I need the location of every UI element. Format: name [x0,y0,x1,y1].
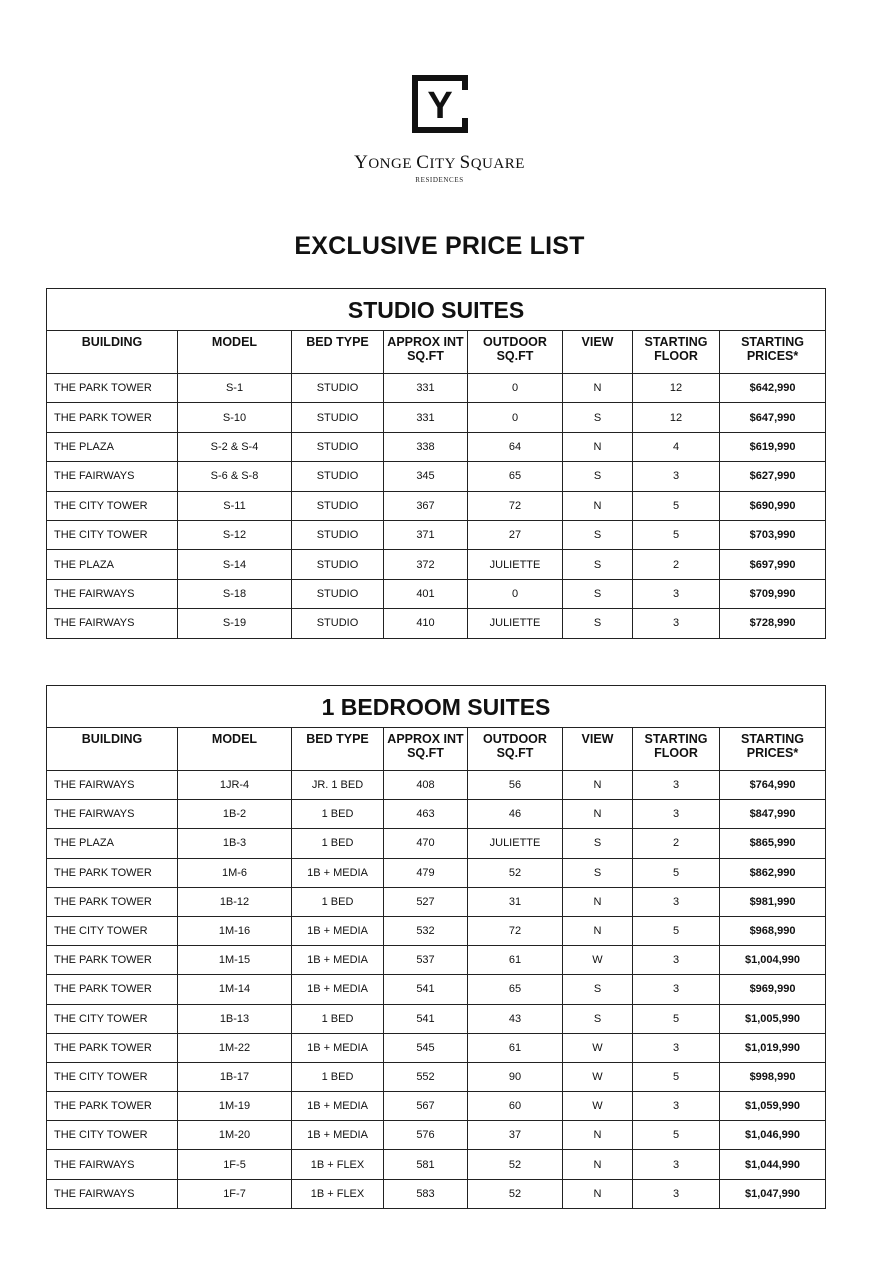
cell-outdoor-sqft: 31 [468,887,563,916]
brand-header [0,72,879,184]
cell-view: N [563,800,633,829]
column-header-starting-price: STARTING PRICES* [720,728,826,771]
cell-starting-price: $619,990 [720,432,826,461]
cell-approx-int-sqft: 331 [384,374,468,403]
cell-view: S [563,609,633,638]
column-header-bed-type: BED TYPE [292,331,384,374]
cell-model: 1B-12 [178,887,292,916]
column-header-approx-int-sqft: APPROX INT SQ.FT [384,728,468,771]
cell-approx-int-sqft: 532 [384,916,468,945]
cell-bed-type: 1B + MEDIA [292,1092,384,1121]
brand-subtitle: RESIDENCES [415,176,464,184]
table-row [47,916,826,945]
cell-view: N [563,887,633,916]
cell-approx-int-sqft: 583 [384,1179,468,1208]
cell-starting-floor: 5 [633,520,720,549]
cell-view: W [563,946,633,975]
column-header-starting-floor: STARTING FLOOR [633,331,720,374]
cell-model: 1M-22 [178,1033,292,1062]
cell-bed-type: JR. 1 BED [292,771,384,800]
cell-starting-price: $1,046,990 [720,1121,826,1150]
cell-building: THE FAIRWAYS [47,462,178,491]
cell-building: THE PARK TOWER [47,887,178,916]
table-row [47,771,826,800]
cell-model: 1B-13 [178,1004,292,1033]
cell-model: S-12 [178,520,292,549]
cell-approx-int-sqft: 408 [384,771,468,800]
cell-starting-price: $1,005,990 [720,1004,826,1033]
cell-view: S [563,975,633,1004]
column-header-starting-floor: STARTING FLOOR [633,728,720,771]
table-row [47,829,826,858]
cell-bed-type: STUDIO [292,609,384,638]
cell-starting-price: $728,990 [720,609,826,638]
cell-starting-floor: 3 [633,771,720,800]
cell-starting-price: $998,990 [720,1062,826,1091]
cell-outdoor-sqft: 52 [468,1179,563,1208]
cell-bed-type: STUDIO [292,462,384,491]
cell-starting-price: $1,004,990 [720,946,826,975]
cell-model: S-18 [178,579,292,608]
cell-starting-floor: 3 [633,462,720,491]
cell-view: S [563,520,633,549]
cell-outdoor-sqft: 65 [468,462,563,491]
table-row [47,432,826,461]
cell-outdoor-sqft: 37 [468,1121,563,1150]
cell-view: W [563,1092,633,1121]
cell-building: THE CITY TOWER [47,916,178,945]
cell-bed-type: 1B + MEDIA [292,946,384,975]
cell-model: 1M-19 [178,1092,292,1121]
cell-building: THE FAIRWAYS [47,579,178,608]
cell-approx-int-sqft: 372 [384,550,468,579]
column-header-approx-int-sqft: APPROX INT SQ.FT [384,331,468,374]
cell-building: THE FAIRWAYS [47,800,178,829]
cell-starting-floor: 3 [633,579,720,608]
cell-outdoor-sqft: 72 [468,491,563,520]
cell-approx-int-sqft: 463 [384,800,468,829]
cell-approx-int-sqft: 541 [384,975,468,1004]
cell-approx-int-sqft: 371 [384,520,468,549]
cell-starting-floor: 5 [633,1004,720,1033]
table-row [47,800,826,829]
column-header-view: VIEW [563,728,633,771]
table-row [47,858,826,887]
cell-approx-int-sqft: 331 [384,403,468,432]
cell-model: S-6 & S-8 [178,462,292,491]
cell-view: S [563,462,633,491]
column-header-row [47,331,826,374]
table-row [47,491,826,520]
cell-building: THE PARK TOWER [47,858,178,887]
cell-starting-floor: 3 [633,946,720,975]
cell-starting-floor: 3 [633,975,720,1004]
cell-view: W [563,1062,633,1091]
cell-bed-type: 1B + MEDIA [292,1033,384,1062]
cell-bed-type: 1 BED [292,829,384,858]
cell-view: S [563,1004,633,1033]
cell-bed-type: 1B + FLEX [292,1179,384,1208]
cell-model: S-14 [178,550,292,579]
cell-outdoor-sqft: 60 [468,1092,563,1121]
column-header-view: VIEW [563,331,633,374]
column-header-starting-price: STARTING PRICES* [720,331,826,374]
cell-approx-int-sqft: 479 [384,858,468,887]
column-header-row [47,728,826,771]
table-row [47,374,826,403]
column-header-outdoor-sqft: OUTDOOR SQ.FT [468,331,563,374]
cell-bed-type: STUDIO [292,491,384,520]
cell-outdoor-sqft: JULIETTE [468,609,563,638]
table-row [47,609,826,638]
cell-outdoor-sqft: 56 [468,771,563,800]
table-row [47,1150,826,1179]
cell-outdoor-sqft: 65 [468,975,563,1004]
studio-suites-table [46,288,826,639]
cell-starting-price: $1,059,990 [720,1092,826,1121]
table-row [47,1121,826,1150]
cell-building: THE PARK TOWER [47,975,178,1004]
cell-starting-price: $968,990 [720,916,826,945]
cell-starting-floor: 3 [633,1092,720,1121]
cell-bed-type: 1 BED [292,887,384,916]
cell-starting-floor: 5 [633,858,720,887]
cell-building: THE CITY TOWER [47,491,178,520]
page-title: EXCLUSIVE PRICE LIST [294,232,585,260]
table-row [47,1033,826,1062]
table-row [47,462,826,491]
cell-starting-floor: 3 [633,800,720,829]
cell-outdoor-sqft: 61 [468,1033,563,1062]
cell-outdoor-sqft: 43 [468,1004,563,1033]
cell-outdoor-sqft: 64 [468,432,563,461]
cell-starting-floor: 12 [633,403,720,432]
cell-building: THE PARK TOWER [47,403,178,432]
cell-bed-type: STUDIO [292,403,384,432]
cell-approx-int-sqft: 545 [384,1033,468,1062]
cell-outdoor-sqft: 0 [468,403,563,432]
cell-bed-type: 1 BED [292,1004,384,1033]
table-caption: STUDIO SUITES [47,289,826,331]
cell-view: N [563,432,633,461]
cell-model: 1F-5 [178,1150,292,1179]
cell-approx-int-sqft: 537 [384,946,468,975]
cell-outdoor-sqft: 46 [468,800,563,829]
cell-bed-type: 1 BED [292,800,384,829]
cell-view: S [563,579,633,608]
cell-outdoor-sqft: 52 [468,858,563,887]
table-caption: 1 BEDROOM SUITES [47,686,826,728]
cell-bed-type: STUDIO [292,520,384,549]
one-bedroom-suites-table [46,685,826,1209]
cell-bed-type: 1B + MEDIA [292,1121,384,1150]
cell-building: THE PARK TOWER [47,1092,178,1121]
cell-view: N [563,1179,633,1208]
cell-starting-floor: 5 [633,1062,720,1091]
cell-approx-int-sqft: 367 [384,491,468,520]
cell-starting-price: $703,990 [720,520,826,549]
cell-approx-int-sqft: 527 [384,887,468,916]
cell-model: S-11 [178,491,292,520]
cell-starting-floor: 3 [633,609,720,638]
cell-building: THE PLAZA [47,432,178,461]
cell-outdoor-sqft: 90 [468,1062,563,1091]
cell-approx-int-sqft: 576 [384,1121,468,1150]
cell-bed-type: 1B + MEDIA [292,858,384,887]
cell-starting-price: $1,044,990 [720,1150,826,1179]
cell-outdoor-sqft: JULIETTE [468,829,563,858]
cell-approx-int-sqft: 581 [384,1150,468,1179]
table-row [47,1004,826,1033]
cell-view: S [563,858,633,887]
cell-building: THE CITY TOWER [47,1121,178,1150]
cell-approx-int-sqft: 470 [384,829,468,858]
cell-model: 1M-14 [178,975,292,1004]
cell-bed-type: 1B + MEDIA [292,975,384,1004]
table-row [47,887,826,916]
cell-view: N [563,1121,633,1150]
table-row [47,550,826,579]
cell-view: N [563,374,633,403]
cell-starting-floor: 3 [633,887,720,916]
cell-building: THE FAIRWAYS [47,609,178,638]
cell-starting-price: $709,990 [720,579,826,608]
table-row [47,520,826,549]
cell-model: 1F-7 [178,1179,292,1208]
cell-outdoor-sqft: 0 [468,579,563,608]
cell-starting-floor: 5 [633,491,720,520]
cell-starting-floor: 4 [633,432,720,461]
cell-building: THE CITY TOWER [47,520,178,549]
yc-square-logo-icon [409,72,471,136]
cell-approx-int-sqft: 338 [384,432,468,461]
cell-model: 1B-3 [178,829,292,858]
cell-starting-price: $981,990 [720,887,826,916]
cell-building: THE CITY TOWER [47,1062,178,1091]
column-header-model: MODEL [178,331,292,374]
cell-starting-floor: 3 [633,1179,720,1208]
cell-approx-int-sqft: 345 [384,462,468,491]
cell-bed-type: 1 BED [292,1062,384,1091]
cell-starting-price: $1,047,990 [720,1179,826,1208]
cell-outdoor-sqft: 0 [468,374,563,403]
cell-view: N [563,771,633,800]
table-row [47,946,826,975]
cell-starting-price: $647,990 [720,403,826,432]
cell-starting-price: $1,019,990 [720,1033,826,1062]
cell-bed-type: 1B + FLEX [292,1150,384,1179]
table-row [47,1179,826,1208]
table-row [47,403,826,432]
cell-bed-type: STUDIO [292,550,384,579]
cell-starting-price: $642,990 [720,374,826,403]
cell-starting-price: $627,990 [720,462,826,491]
cell-starting-floor: 3 [633,1033,720,1062]
cell-building: THE FAIRWAYS [47,771,178,800]
table-row [47,975,826,1004]
cell-bed-type: STUDIO [292,432,384,461]
cell-outdoor-sqft: 61 [468,946,563,975]
cell-model: S-2 & S-4 [178,432,292,461]
cell-starting-floor: 5 [633,916,720,945]
cell-building: THE PARK TOWER [47,1033,178,1062]
cell-starting-floor: 3 [633,1150,720,1179]
cell-approx-int-sqft: 541 [384,1004,468,1033]
cell-starting-price: $862,990 [720,858,826,887]
cell-building: THE PARK TOWER [47,946,178,975]
cell-model: 1M-6 [178,858,292,887]
cell-view: N [563,491,633,520]
cell-model: 1M-16 [178,916,292,945]
cell-starting-floor: 12 [633,374,720,403]
logo-letter: Y [426,85,453,127]
cell-bed-type: STUDIO [292,579,384,608]
column-header-building: BUILDING [47,728,178,771]
cell-starting-price: $697,990 [720,550,826,579]
cell-building: THE FAIRWAYS [47,1179,178,1208]
cell-approx-int-sqft: 567 [384,1092,468,1121]
cell-view: S [563,829,633,858]
cell-model: 1M-15 [178,946,292,975]
cell-building: THE PARK TOWER [47,374,178,403]
column-header-outdoor-sqft: OUTDOOR SQ.FT [468,728,563,771]
table-row [47,579,826,608]
cell-view: S [563,403,633,432]
column-header-model: MODEL [178,728,292,771]
cell-starting-price: $847,990 [720,800,826,829]
cell-approx-int-sqft: 410 [384,609,468,638]
cell-starting-floor: 5 [633,1121,720,1150]
cell-starting-price: $969,990 [720,975,826,1004]
brand-name: YONGE CITY SQUARE [354,152,525,173]
cell-approx-int-sqft: 552 [384,1062,468,1091]
cell-bed-type: 1B + MEDIA [292,916,384,945]
cell-building: THE CITY TOWER [47,1004,178,1033]
cell-outdoor-sqft: JULIETTE [468,550,563,579]
cell-outdoor-sqft: 72 [468,916,563,945]
cell-starting-price: $764,990 [720,771,826,800]
table-row [47,1062,826,1091]
cell-model: S-1 [178,374,292,403]
column-header-building: BUILDING [47,331,178,374]
table-row [47,1092,826,1121]
cell-bed-type: STUDIO [292,374,384,403]
cell-view: W [563,1033,633,1062]
cell-model: S-10 [178,403,292,432]
cell-view: N [563,916,633,945]
cell-view: S [563,550,633,579]
cell-model: 1B-2 [178,800,292,829]
cell-starting-floor: 2 [633,829,720,858]
cell-model: 1M-20 [178,1121,292,1150]
cell-model: 1JR-4 [178,771,292,800]
cell-model: S-19 [178,609,292,638]
cell-starting-floor: 2 [633,550,720,579]
cell-view: N [563,1150,633,1179]
cell-building: THE FAIRWAYS [47,1150,178,1179]
cell-starting-price: $690,990 [720,491,826,520]
cell-outdoor-sqft: 52 [468,1150,563,1179]
cell-starting-price: $865,990 [720,829,826,858]
cell-approx-int-sqft: 401 [384,579,468,608]
cell-building: THE PLAZA [47,550,178,579]
column-header-bed-type: BED TYPE [292,728,384,771]
cell-outdoor-sqft: 27 [468,520,563,549]
cell-model: 1B-17 [178,1062,292,1091]
cell-building: THE PLAZA [47,829,178,858]
